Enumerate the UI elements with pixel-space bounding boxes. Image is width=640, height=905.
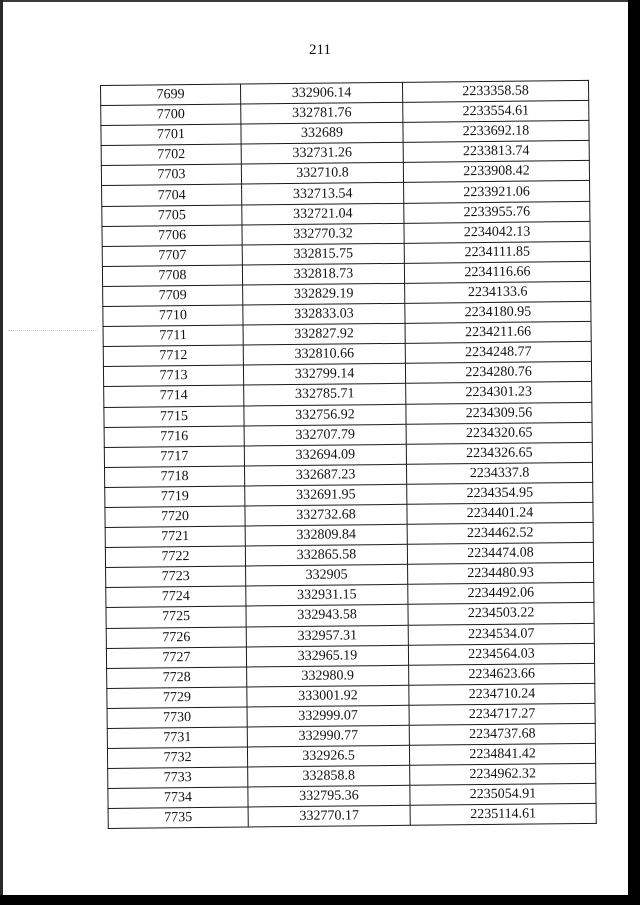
x-coordinate-cell: 332809.84 — [245, 524, 407, 546]
y-coordinate-cell: 2234503.22 — [408, 603, 594, 625]
y-coordinate-cell: 2233692.18 — [403, 121, 589, 143]
x-coordinate-cell: 332833.03 — [243, 303, 405, 325]
point-id-cell: 7721 — [105, 526, 245, 548]
y-coordinate-cell: 2234710.24 — [409, 683, 595, 705]
point-id-cell: 7735 — [108, 807, 248, 829]
y-coordinate-cell: 2234211.66 — [405, 321, 591, 343]
x-coordinate-cell: 333001.92 — [247, 685, 409, 707]
x-coordinate-cell: 332795.36 — [248, 786, 410, 808]
point-id-cell: 7702 — [101, 144, 241, 166]
point-id-cell: 7724 — [106, 586, 246, 608]
point-id-cell: 7710 — [103, 305, 243, 327]
y-coordinate-cell: 2234480.93 — [408, 563, 594, 585]
x-coordinate-cell: 332999.07 — [247, 705, 409, 727]
x-coordinate-cell: 332799.14 — [243, 364, 405, 386]
point-id-cell: 7716 — [104, 426, 244, 448]
y-coordinate-cell: 2234280.76 — [405, 362, 591, 384]
scan-edge-top — [0, 0, 640, 2]
y-coordinate-cell: 2234042.13 — [404, 221, 590, 243]
point-id-cell: 7730 — [107, 707, 247, 729]
y-coordinate-cell: 2234180.95 — [405, 301, 591, 323]
x-coordinate-cell: 332926.5 — [247, 745, 409, 767]
y-coordinate-cell: 2234841.42 — [409, 743, 595, 765]
x-coordinate-cell: 332905 — [246, 565, 408, 587]
x-coordinate-cell: 332943.58 — [246, 605, 408, 627]
y-coordinate-cell: 2233921.06 — [404, 181, 590, 203]
point-id-cell: 7725 — [106, 606, 246, 628]
x-coordinate-cell: 332858.8 — [248, 765, 410, 787]
point-id-cell: 7715 — [104, 406, 244, 428]
y-coordinate-cell: 2234474.08 — [407, 543, 593, 565]
x-coordinate-cell: 332990.77 — [247, 725, 409, 747]
y-coordinate-cell: 2234564.03 — [408, 643, 594, 665]
scan-edge-right — [628, 0, 640, 905]
point-id-cell: 7711 — [103, 325, 243, 347]
x-coordinate-cell: 332687.23 — [244, 464, 406, 486]
x-coordinate-cell: 332785.71 — [244, 384, 406, 406]
y-coordinate-cell: 2234133.6 — [405, 281, 591, 303]
point-id-cell: 7703 — [101, 164, 241, 186]
point-id-cell: 7713 — [103, 365, 243, 387]
point-id-cell: 7701 — [101, 124, 241, 146]
point-id-cell: 7732 — [107, 747, 247, 769]
y-coordinate-cell: 2234354.95 — [407, 482, 593, 504]
point-id-cell: 7707 — [102, 245, 242, 267]
y-coordinate-cell: 2234462.52 — [407, 522, 593, 544]
point-id-cell: 7714 — [104, 385, 244, 407]
point-id-cell: 7723 — [106, 566, 246, 588]
x-coordinate-cell: 332710.8 — [241, 163, 403, 185]
point-id-cell: 7731 — [107, 727, 247, 749]
y-coordinate-cell: 2234717.27 — [409, 703, 595, 725]
scan-edge-bottom — [0, 895, 640, 905]
point-id-cell: 7704 — [102, 184, 242, 206]
point-id-cell: 7709 — [103, 285, 243, 307]
x-coordinate-cell: 332691.95 — [245, 484, 407, 506]
y-coordinate-cell: 2234962.32 — [410, 764, 596, 786]
x-coordinate-cell: 332694.09 — [244, 444, 406, 466]
x-coordinate-cell: 332781.76 — [241, 102, 403, 124]
coordinate-table-body — [101, 80, 597, 829]
point-id-cell: 7712 — [103, 345, 243, 367]
point-id-cell: 7728 — [107, 667, 247, 689]
point-id-cell: 7717 — [104, 446, 244, 468]
y-coordinate-cell: 2234301.23 — [406, 382, 592, 404]
x-coordinate-cell: 332818.73 — [242, 263, 404, 285]
x-coordinate-cell: 332865.58 — [245, 544, 407, 566]
x-coordinate-cell: 332810.66 — [243, 344, 405, 366]
point-id-cell: 7734 — [108, 787, 248, 809]
x-coordinate-cell: 332957.31 — [246, 625, 408, 647]
point-id-cell: 7706 — [102, 225, 242, 247]
scan-edge-left — [0, 0, 3, 905]
y-coordinate-cell: 2234337.8 — [406, 462, 592, 484]
point-id-cell: 7719 — [105, 486, 245, 508]
page-number: 211 — [309, 42, 331, 58]
y-coordinate-cell: 2233813.74 — [403, 141, 589, 163]
point-id-cell: 7733 — [108, 767, 248, 789]
point-id-cell: 7718 — [105, 466, 245, 488]
y-coordinate-cell: 2233358.58 — [402, 80, 588, 102]
x-coordinate-cell: 332713.54 — [242, 183, 404, 205]
y-coordinate-cell: 2234326.65 — [406, 442, 592, 464]
x-coordinate-cell: 332980.9 — [247, 665, 409, 687]
y-coordinate-cell: 2234320.65 — [406, 422, 592, 444]
point-id-cell: 7708 — [102, 265, 242, 287]
y-coordinate-cell: 2234111.85 — [404, 241, 590, 263]
x-coordinate-cell: 332829.19 — [243, 283, 405, 305]
y-coordinate-cell: 2234492.06 — [408, 583, 594, 605]
point-id-cell: 7727 — [106, 647, 246, 669]
point-id-cell: 7729 — [107, 687, 247, 709]
y-coordinate-cell: 2233908.42 — [403, 161, 589, 183]
scan-noise — [8, 330, 98, 332]
x-coordinate-cell: 332756.92 — [244, 404, 406, 426]
coordinate-table — [100, 80, 597, 830]
point-id-cell: 7699 — [101, 84, 241, 106]
point-id-cell: 7720 — [105, 506, 245, 528]
x-coordinate-cell: 332731.26 — [241, 143, 403, 165]
point-id-cell: 7700 — [101, 104, 241, 126]
coordinate-table-wrapper — [100, 80, 596, 830]
y-coordinate-cell: 2234623.66 — [409, 663, 595, 685]
x-coordinate-cell: 332689 — [241, 123, 403, 145]
y-coordinate-cell: 2235054.91 — [410, 784, 596, 806]
x-coordinate-cell: 332815.75 — [242, 243, 404, 265]
x-coordinate-cell: 332965.19 — [246, 645, 408, 667]
point-id-cell: 7722 — [105, 546, 245, 568]
y-coordinate-cell: 2234248.77 — [405, 342, 591, 364]
y-coordinate-cell: 2233955.76 — [404, 201, 590, 223]
x-coordinate-cell: 332770.17 — [248, 806, 410, 828]
y-coordinate-cell: 2234116.66 — [404, 261, 590, 283]
y-coordinate-cell: 2235114.61 — [410, 804, 596, 826]
y-coordinate-cell: 2233554.61 — [403, 100, 589, 122]
x-coordinate-cell: 332707.79 — [244, 424, 406, 446]
point-id-cell: 7705 — [102, 205, 242, 227]
y-coordinate-cell: 2234309.56 — [406, 402, 592, 424]
y-coordinate-cell: 2234737.68 — [409, 723, 595, 745]
x-coordinate-cell: 332732.68 — [245, 504, 407, 526]
y-coordinate-cell: 2234401.24 — [407, 502, 593, 524]
x-coordinate-cell: 332827.92 — [243, 323, 405, 345]
x-coordinate-cell: 332721.04 — [242, 203, 404, 225]
x-coordinate-cell: 332770.32 — [242, 223, 404, 245]
x-coordinate-cell: 332906.14 — [240, 82, 402, 104]
point-id-cell: 7726 — [106, 627, 246, 649]
y-coordinate-cell: 2234534.07 — [408, 623, 594, 645]
x-coordinate-cell: 332931.15 — [246, 585, 408, 607]
